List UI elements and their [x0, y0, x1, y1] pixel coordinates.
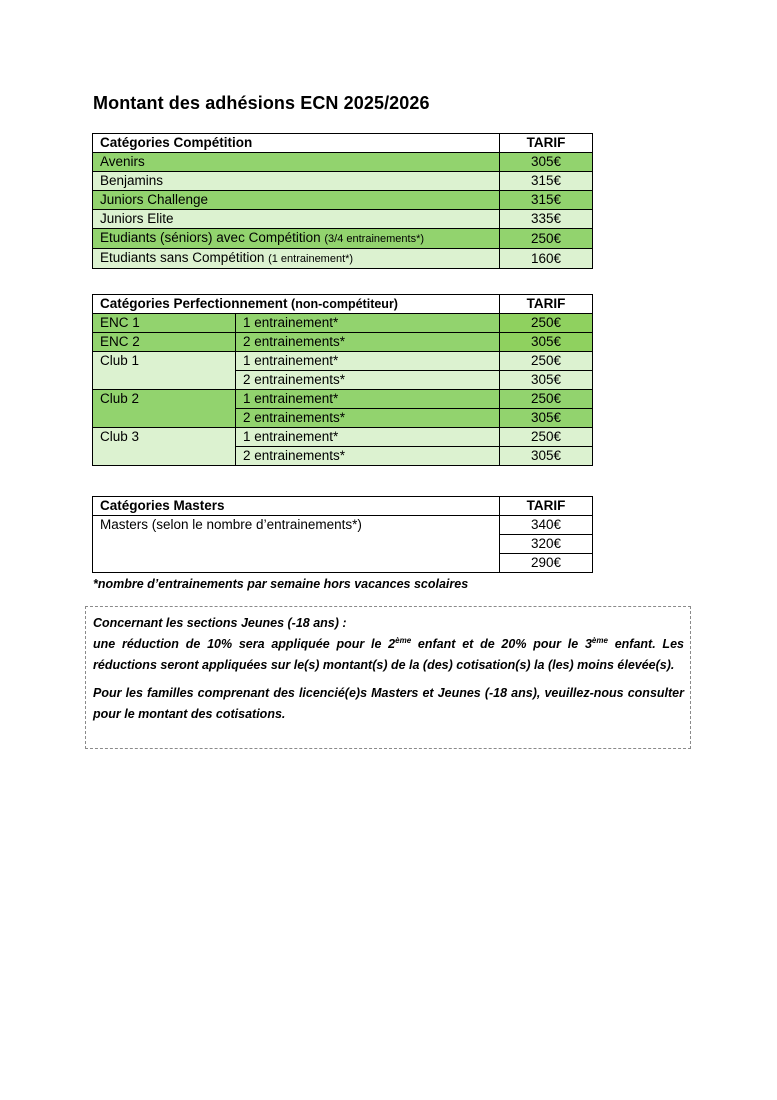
price-cell: 315€ — [500, 172, 593, 191]
table-row — [93, 333, 593, 352]
category-cell — [93, 249, 500, 269]
price-cell: 305€ — [500, 371, 593, 390]
sessions-cell: 1 entrainement* — [236, 390, 500, 409]
ordinal-suffix: ème — [395, 636, 412, 645]
sessions-cell: 2 entrainements* — [236, 371, 500, 390]
table-row — [93, 249, 593, 269]
price-cell: 335€ — [500, 210, 593, 229]
price-cell: 290€ — [500, 554, 593, 573]
tarif-header: TARIF — [500, 134, 593, 153]
sessions-cell: 2 entrainements* — [236, 409, 500, 428]
price-cell: 315€ — [500, 191, 593, 210]
notice-heading: Concernant les sections Jeunes (-18 ans) : — [93, 616, 347, 630]
price-cell: 305€ — [500, 153, 593, 172]
category-cell — [93, 229, 500, 249]
category-header-label: Catégories Perfectionnement — [100, 296, 288, 311]
table-row — [93, 229, 593, 249]
category-note: (1 entrainement*) — [268, 253, 354, 265]
price-cell: 305€ — [500, 333, 593, 352]
price-cell: 250€ — [500, 352, 593, 371]
sessions-cell: 1 entrainement* — [236, 428, 500, 447]
sessions-cell: 2 entrainements* — [236, 447, 500, 466]
masters-table — [92, 496, 593, 573]
table-header-row — [93, 134, 593, 153]
footnote: *nombre d’entrainements par semaine hors vacances scolaires — [93, 577, 469, 591]
group-name: ENC 1 — [93, 314, 236, 333]
group-name: Club 1 — [93, 352, 236, 390]
sessions-cell: 2 entrainements* — [236, 333, 500, 352]
price-cell: 250€ — [500, 428, 593, 447]
category-name: Juniors Challenge — [93, 191, 500, 210]
price-cell: 305€ — [500, 409, 593, 428]
masters-label: Masters (selon le nombre d’entrainements*) — [93, 516, 500, 573]
price-cell: 160€ — [500, 249, 593, 269]
ordinal-suffix: ème — [591, 636, 608, 645]
table-row — [93, 210, 593, 229]
table-row — [93, 390, 593, 409]
category-name: Juniors Elite — [93, 210, 500, 229]
page-title: Montant des adhésions ECN 2025/2026 — [93, 93, 430, 113]
notice-text: enfant et de 20% pour le 3 — [411, 637, 592, 651]
tarif-header: TARIF — [500, 497, 593, 516]
notice-families: Pour les familles comprenant des licencié(e)s Masters et Jeunes (-18 ans), veuillez-nous consulter pour le montant des cotisations. — [93, 686, 684, 721]
price-cell: 305€ — [500, 447, 593, 466]
table-header-row — [93, 497, 593, 516]
category-header: Catégories Compétition — [93, 134, 500, 153]
category-header: Catégories Masters — [93, 497, 500, 516]
table-row — [93, 191, 593, 210]
sessions-cell: 1 entrainement* — [236, 314, 500, 333]
category-name: Benjamins — [93, 172, 500, 191]
price-cell: 250€ — [500, 229, 593, 249]
sessions-cell: 1 entrainement* — [236, 352, 500, 371]
price-cell: 250€ — [500, 314, 593, 333]
perfectionnement-table — [92, 294, 593, 466]
category-header — [93, 295, 500, 314]
notice-reduction — [93, 613, 684, 676]
table-header-row — [93, 295, 593, 314]
category-name: Etudiants sans Compétition — [100, 250, 269, 265]
category-note: (3/4 entrainements*) — [324, 233, 425, 245]
category-header-note: (non-compétiteur) — [287, 297, 398, 311]
price-cell: 340€ — [500, 516, 593, 535]
tarif-header: TARIF — [500, 295, 593, 314]
group-name: ENC 2 — [93, 333, 236, 352]
notice-text: enfant. Les réductions seront appliquées sur le(s) montant(s) de la (des) cotisation(s) la (les) moins élevée(s). — [93, 637, 684, 672]
competition-table — [92, 133, 593, 269]
category-name: Avenirs — [93, 153, 500, 172]
table-row — [93, 428, 593, 447]
table-row — [93, 153, 593, 172]
category-name: Etudiants (séniors) avec Compétition — [100, 230, 325, 245]
table-row — [93, 516, 593, 535]
table-row — [93, 172, 593, 191]
notice-text: une réduction de 10% sera appliquée pour le 2 — [93, 637, 396, 651]
group-name: Club 3 — [93, 428, 236, 466]
price-cell: 320€ — [500, 535, 593, 554]
notice-box — [85, 606, 691, 749]
table-row — [93, 314, 593, 333]
price-cell: 250€ — [500, 390, 593, 409]
group-name: Club 2 — [93, 390, 236, 428]
table-row — [93, 352, 593, 371]
